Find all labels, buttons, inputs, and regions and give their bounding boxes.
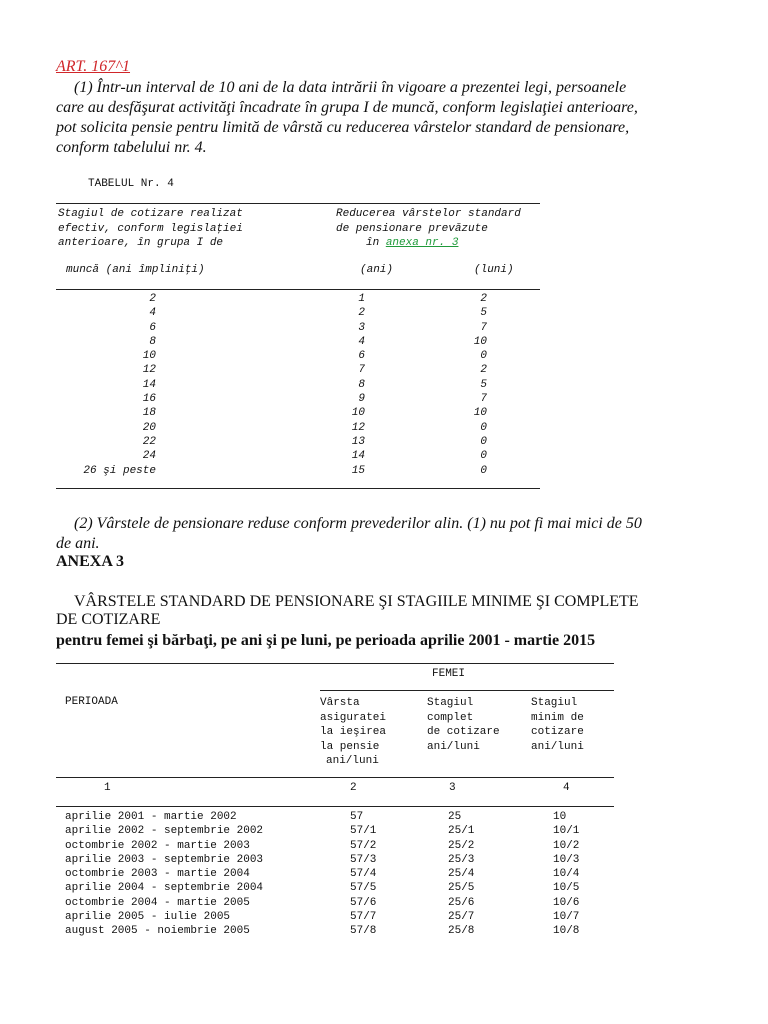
table-row — [56, 896, 614, 910]
cell-perioada: august 2005 - noiembrie 2005 — [65, 925, 250, 938]
col-number-1: 1 — [104, 782, 111, 794]
header-line: Stagiul — [531, 697, 578, 709]
table-row — [56, 392, 540, 406]
cell-luni: 2 — [480, 364, 487, 377]
header-line: asiguratei — [320, 711, 387, 724]
cell-stagiu: 14 — [142, 378, 156, 391]
header-line: Reducerea vârstelor standard — [336, 208, 521, 220]
cell-luni: 0 — [480, 450, 487, 463]
cell-ani: 2 — [358, 307, 365, 320]
divider — [320, 690, 614, 691]
cell-varsta: 57/8 — [350, 925, 377, 938]
col-varsta-header — [320, 696, 386, 769]
cell-ani: 7 — [358, 364, 365, 377]
col-perioada-header: PERIOADA — [65, 696, 118, 708]
header-line: de cotizare — [427, 726, 500, 738]
cell-stagiu-minim: 10/2 — [553, 839, 580, 852]
divider — [56, 203, 540, 204]
cell-varsta: 57/2 — [350, 839, 377, 852]
divider — [56, 289, 540, 290]
cell-luni: 7 — [480, 321, 487, 334]
cell-stagiu: 20 — [142, 421, 156, 434]
cell-perioada: aprilie 2005 - iulie 2005 — [65, 911, 231, 924]
header-line: minim de — [531, 711, 584, 724]
table-row — [56, 306, 540, 320]
cell-perioada: aprilie 2002 - septembrie 2002 — [65, 825, 264, 838]
cell-perioada: octombrie 2002 - martie 2003 — [65, 839, 250, 852]
table4-title: TABELUL Nr. 4 — [88, 178, 174, 190]
cell-luni: 0 — [480, 435, 487, 448]
table4-col1-header — [58, 207, 243, 251]
cell-ani: 10 — [351, 407, 365, 420]
table-row — [56, 421, 540, 435]
header-line: Vârsta — [320, 697, 360, 709]
table-row — [56, 349, 540, 363]
cell-perioada: aprilie 2004 - septembrie 2004 — [65, 882, 264, 895]
cell-stagiu: 8 — [149, 335, 156, 348]
cell-varsta: 57 — [350, 811, 364, 823]
cell-stagiu-minim: 10/8 — [553, 925, 580, 938]
table4-col1-header-last: muncă (ani împliniţi) — [66, 264, 205, 276]
cell-varsta: 57/5 — [350, 882, 377, 895]
header-line: de pensionare prevăzute — [336, 222, 488, 235]
cell-stagiu: 24 — [142, 450, 156, 463]
cell-perioada: octombrie 2004 - martie 2005 — [65, 896, 250, 909]
table-row — [56, 839, 614, 853]
cell-stagiu: 2 — [149, 293, 156, 305]
table4-col-ani-header: (ani) — [360, 264, 394, 276]
cell-varsta: 57/1 — [350, 825, 377, 838]
cell-ani: 13 — [351, 435, 365, 448]
cell-luni: 0 — [480, 350, 487, 363]
table4-body — [56, 292, 540, 478]
header-line: Stagiul — [427, 697, 474, 709]
header-line: complet — [427, 711, 474, 724]
cell-ani: 3 — [358, 321, 365, 334]
cell-ani: 1 — [358, 293, 365, 305]
anexa-heading-line2: DE COTIZARE — [56, 611, 161, 628]
header-line — [336, 236, 521, 251]
table4-col-luni-header: (luni) — [474, 264, 514, 276]
table4-col2-header — [336, 207, 521, 251]
col-complet-header — [427, 696, 500, 754]
divider — [56, 777, 614, 778]
header-prefix: în — [366, 237, 380, 249]
divider — [56, 806, 614, 807]
cell-stagiu-complet: 25/8 — [448, 925, 475, 938]
paragraph-1-line: pot solicita pensie pentru limită de vârstă cu reducerea vârstelor standard de pensionare, — [56, 119, 630, 136]
cell-varsta: 57/3 — [350, 853, 377, 866]
header-line: anterioare, în grupa I de — [58, 237, 224, 249]
cell-stagiu: 10 — [142, 350, 156, 363]
paragraph-2-line: (2) Vârstele de pensionare reduse conform prevederilor alin. (1) nu pot fi mai mici de 50 — [74, 515, 642, 532]
paragraph-1-line: care au desfăşurat activităţi încadrate în grupa I de muncă, conform legislaţiei anterioare, — [56, 99, 638, 116]
cell-varsta: 57/4 — [350, 868, 377, 881]
table-row — [56, 810, 614, 824]
paragraph-2-line: de ani. — [56, 535, 100, 552]
header-line: la ieşirea — [320, 726, 387, 738]
cell-perioada: octombrie 2003 - martie 2004 — [65, 868, 250, 881]
cell-luni: 0 — [480, 464, 487, 477]
cell-ani: 8 — [358, 378, 365, 391]
table-row — [56, 321, 540, 335]
cell-varsta: 57/6 — [350, 896, 377, 909]
cell-stagiu-complet: 25/7 — [448, 911, 475, 924]
femei-header: FEMEI — [432, 668, 466, 680]
cell-stagiu: 4 — [149, 307, 156, 320]
table-row — [56, 378, 540, 392]
cell-stagiu-complet: 25 — [448, 811, 462, 823]
table-row — [56, 449, 540, 463]
cell-stagiu-complet: 25/5 — [448, 882, 475, 895]
anexa-3-link[interactable]: anexa nr. 3 — [385, 237, 459, 249]
cell-luni: 5 — [480, 307, 487, 320]
cell-luni: 2 — [480, 293, 487, 305]
cell-luni: 10 — [473, 335, 487, 348]
table-row — [56, 924, 614, 938]
cell-ani: 9 — [358, 393, 365, 406]
cell-ani: 14 — [351, 450, 365, 463]
cell-perioada: aprilie 2003 - septembrie 2003 — [65, 853, 264, 866]
table-row — [56, 824, 614, 838]
cell-stagiu-minim: 10/1 — [553, 825, 580, 838]
table-row — [56, 335, 540, 349]
cell-stagiu-minim: 10 — [553, 811, 567, 823]
table-row — [56, 363, 540, 377]
cell-stagiu-minim: 10/5 — [553, 882, 580, 895]
cell-ani: 12 — [351, 421, 365, 434]
cell-stagiu: 12 — [142, 364, 156, 377]
cell-stagiu: 22 — [142, 435, 156, 448]
cell-stagiu-complet: 25/3 — [448, 853, 475, 866]
table-row — [56, 881, 614, 895]
cell-stagiu-minim: 10/4 — [553, 868, 580, 881]
cell-stagiu-complet: 25/1 — [448, 825, 475, 838]
cell-stagiu: 26 şi peste — [83, 464, 156, 477]
cell-ani: 6 — [358, 350, 365, 363]
table-row — [56, 910, 614, 924]
cell-stagiu-minim: 10/7 — [553, 911, 580, 924]
cell-stagiu-minim: 10/3 — [553, 853, 580, 866]
cell-stagiu-complet: 25/6 — [448, 896, 475, 909]
col-minim-header — [531, 696, 584, 754]
table-row — [56, 435, 540, 449]
anexa-body — [56, 810, 614, 939]
paragraph-1-line: conform tabelului nr. 4. — [56, 139, 207, 156]
paragraph-1-line: (1) Într-un interval de 10 ani de la data intrării în vigoare a prezentei legi, persoanele — [74, 79, 627, 96]
col-number-4: 4 — [563, 782, 570, 794]
cell-ani: 15 — [351, 464, 365, 477]
header-line: ani/luni — [531, 740, 584, 753]
anexa-heading-line1: VÂRSTELE STANDARD DE PENSIONARE ŞI STAGIILE MINIME ŞI COMPLETE — [74, 593, 639, 610]
header-line: la pensie — [320, 740, 380, 753]
table-row — [56, 867, 614, 881]
cell-varsta: 57/7 — [350, 911, 377, 924]
cell-luni: 10 — [473, 407, 487, 420]
cell-luni: 5 — [480, 378, 487, 391]
divider — [56, 488, 540, 489]
col-number-3: 3 — [449, 782, 456, 794]
table-row — [56, 464, 540, 478]
header-line: efectiv, conform legislaţiei — [58, 222, 243, 235]
cell-stagiu: 16 — [142, 393, 156, 406]
divider — [56, 663, 614, 664]
header-line: ani/luni — [326, 755, 379, 767]
cell-ani: 4 — [358, 335, 365, 348]
cell-stagiu-minim: 10/6 — [553, 896, 580, 909]
article-link[interactable]: ART. 167^1 — [56, 58, 131, 75]
table-row — [56, 406, 540, 420]
paragraph-1 — [56, 78, 706, 158]
header-line: ani/luni — [427, 740, 480, 753]
header-line: cotizare — [531, 726, 584, 738]
anexa-label: ANEXA 3 — [56, 553, 125, 570]
cell-stagiu: 6 — [149, 321, 156, 334]
cell-luni: 0 — [480, 421, 487, 434]
cell-luni: 7 — [480, 393, 487, 406]
col-number-2: 2 — [350, 782, 357, 794]
cell-stagiu-complet: 25/2 — [448, 839, 475, 852]
cell-stagiu: 18 — [142, 407, 156, 420]
table-row — [56, 292, 540, 306]
header-line: Stagiul de cotizare realizat — [58, 208, 243, 220]
paragraph-2 — [56, 514, 716, 554]
cell-stagiu-complet: 25/4 — [448, 868, 475, 881]
table-row — [56, 853, 614, 867]
anexa-subheading: pentru femei şi bărbaţi, pe ani şi pe luni, pe perioada aprilie 2001 - martie 2015 — [56, 632, 596, 649]
cell-perioada: aprilie 2001 - martie 2002 — [65, 811, 237, 823]
